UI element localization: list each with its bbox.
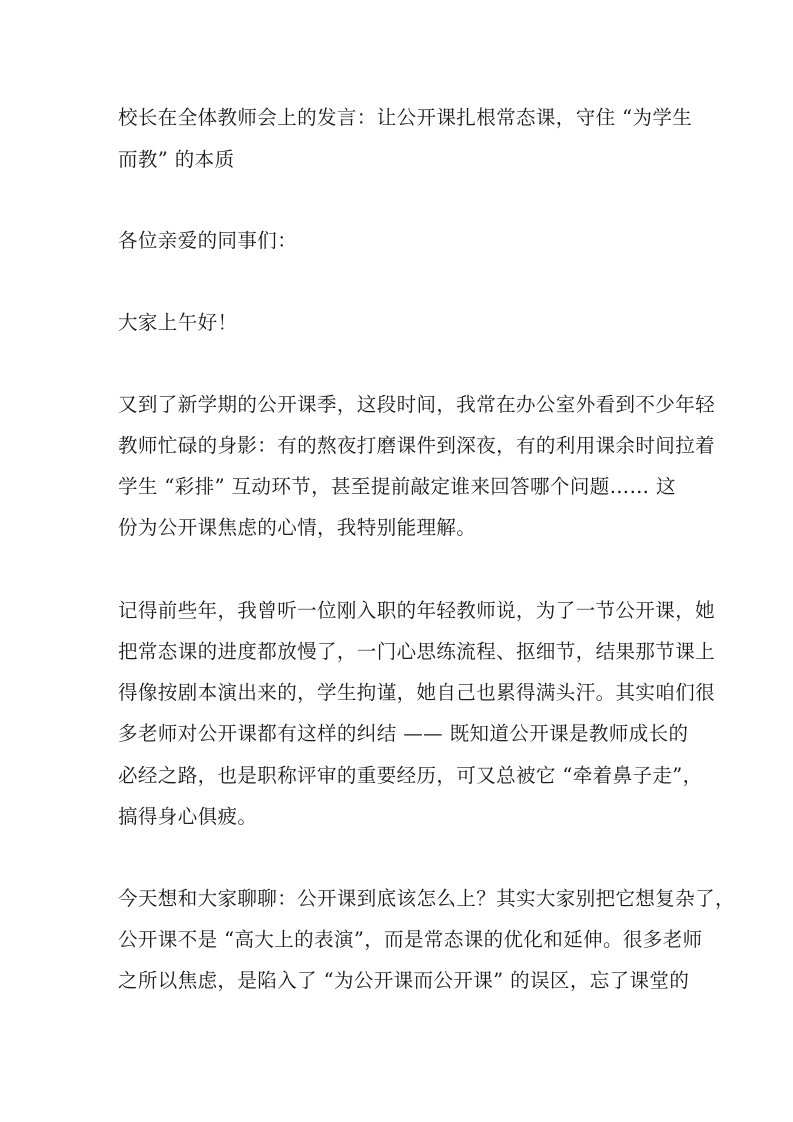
paragraph-2-line-5: 必经之路，也是职称评审的重要经历，可又总被它 “牵着鼻子走”， — [118, 764, 703, 787]
greeting: 大家上午好！ — [118, 311, 238, 334]
paragraph-2-line-6: 搞得身心俱疲。 — [118, 805, 258, 828]
paragraph-2-line-2: 把常态课的进度都放慢了，一门心思练流程、抠细节，结果那节课上 — [118, 640, 716, 663]
paragraph-1-line-3: 学生 “彩排” 互动环节，甚至提前敲定谁来回答哪个问题…… 这 — [118, 475, 676, 498]
title-line-2: 而教” 的本质 — [118, 148, 235, 171]
salutation: 各位亲爱的同事们： — [118, 229, 298, 252]
paragraph-3-line-1: 今天想和大家聊聊：公开课到底该怎么上？其实大家别把它想复杂了， — [118, 887, 735, 910]
paragraph-2-line-3: 得像按剧本演出来的，学生拘谨，她自己也累得满头汗。其实咱们很 — [118, 681, 716, 704]
paragraph-1-line-1: 又到了新学期的公开课季，这段时间，我常在办公室外看到不少年轻 — [118, 393, 716, 416]
paragraph-3-line-3: 之所以焦虑，是陷入了 “为公开课而公开课” 的误区，忘了课堂的 — [118, 969, 690, 992]
paragraph-2-line-4: 多老师对公开课都有这样的纠结 —— 既知道公开课是教师成长的 — [118, 722, 689, 745]
paragraph-2-line-1: 记得前些年，我曾听一位刚入职的年轻教师说，为了一节公开课，她 — [118, 599, 716, 622]
paragraph-1-line-4: 份为公开课焦虑的心情，我特别能理解。 — [118, 516, 477, 539]
title-line-1: 校长在全体教师会上的发言：让公开课扎根常态课，守住 “为学生 — [118, 106, 693, 129]
paragraph-3-line-2: 公开课不是 “高大上的表演”，而是常态课的优化和延伸。很多老师 — [118, 928, 703, 951]
paragraph-1-line-2: 教师忙碌的身影：有的熬夜打磨课件到深夜，有的利用课余时间拉着 — [118, 434, 716, 457]
